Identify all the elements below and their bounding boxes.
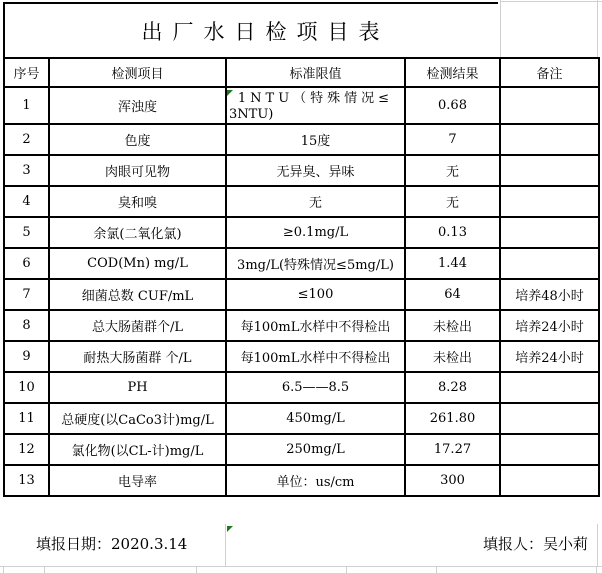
table-row	[4, 124, 599, 155]
gridline	[44, 567, 45, 573]
gridline	[597, 524, 598, 566]
cell-limit[interactable]: 单位：us/cm	[226, 465, 405, 496]
header-cell-no[interactable]: 序号	[4, 58, 49, 87]
cell-item[interactable]: PH	[49, 372, 226, 403]
gridline	[597, 0, 598, 57]
cell-note[interactable]	[500, 434, 599, 465]
gridline	[500, 0, 501, 57]
cell-result[interactable]: 未检出	[405, 341, 500, 372]
cell-item[interactable]: 细菌总数 CUF/mL	[49, 279, 226, 310]
table-row	[4, 434, 599, 465]
header-cell-limit[interactable]: 标准限值	[226, 58, 405, 87]
cell-note[interactable]: 培养24小时	[500, 341, 599, 372]
cell-item[interactable]: 电导率	[49, 465, 226, 496]
cell-limit[interactable]: 15度	[226, 124, 405, 155]
cell-no[interactable]: 10	[4, 372, 49, 403]
limit-line1: 1NTU（特殊情况≤	[237, 90, 394, 106]
cell-note[interactable]	[500, 403, 599, 434]
cell-result[interactable]: 未检出	[405, 310, 500, 341]
error-indicator-icon	[227, 526, 233, 532]
cell-no[interactable]: 13	[4, 465, 49, 496]
page-title: 出厂水日检项目表	[141, 19, 390, 44]
cell-item[interactable]: COD(Mn) mg/L	[49, 248, 226, 279]
gridline	[3, 567, 4, 573]
cell-result[interactable]: 无	[405, 155, 500, 186]
cell-limit[interactable]: 6.5——8.5	[226, 372, 405, 403]
header-cell-result[interactable]: 检测结果	[405, 58, 500, 87]
cell-limit[interactable]: 每100mL水样中不得检出	[226, 341, 405, 372]
gridline	[436, 567, 437, 573]
cell-limit[interactable]	[226, 87, 405, 124]
cell-note[interactable]	[500, 465, 599, 496]
table-row	[4, 310, 599, 341]
gridline	[500, 1, 602, 2]
cell-result[interactable]: 64	[405, 279, 500, 310]
cell-result[interactable]: 1.44	[405, 248, 500, 279]
error-indicator-icon	[227, 90, 233, 96]
cell-result[interactable]: 8.28	[405, 372, 500, 403]
cell-limit[interactable]: 3mg/L(特殊情况≤5mg/L)	[226, 248, 405, 279]
cell-limit[interactable]: 无异臭、异味	[226, 155, 405, 186]
cell-no[interactable]: 5	[4, 217, 49, 248]
cell-note[interactable]: 培养48小时	[500, 279, 599, 310]
table-row	[4, 341, 599, 372]
cell-no[interactable]: 7	[4, 279, 49, 310]
table-row	[4, 217, 599, 248]
cell-item[interactable]: 总硬度(以CaCo3计)mg/L	[49, 403, 226, 434]
table-header-row	[4, 58, 599, 87]
cell-result[interactable]: 300	[405, 465, 500, 496]
cell-result[interactable]: 0.13	[405, 217, 500, 248]
table-row	[4, 186, 599, 217]
cell-limit[interactable]: 每100mL水样中不得检出	[226, 310, 405, 341]
table-row	[4, 465, 599, 496]
cell-item[interactable]: 总大肠菌群个/L	[49, 310, 226, 341]
header-cell-note[interactable]: 备注	[500, 58, 599, 87]
cell-item[interactable]: 浑浊度	[49, 87, 226, 124]
daily-inspection-table	[3, 57, 600, 497]
cell-item[interactable]: 氯化物(以CL-计)mg/L	[49, 434, 226, 465]
cell-limit[interactable]: 250mg/L	[226, 434, 405, 465]
cell-no[interactable]: 12	[4, 434, 49, 465]
cell-no[interactable]: 8	[4, 310, 49, 341]
cell-no[interactable]: 9	[4, 341, 49, 372]
cell-no[interactable]: 1	[4, 87, 49, 124]
cell-limit[interactable]: 450mg/L	[226, 403, 405, 434]
cell-item[interactable]: 肉眼可见物	[49, 155, 226, 186]
cell-result[interactable]: 0.68	[405, 87, 500, 124]
gridline	[346, 567, 347, 573]
cell-note[interactable]	[500, 186, 599, 217]
reporter-cell[interactable]: 填报人：吴小莉	[482, 535, 588, 553]
cell-note[interactable]	[500, 217, 599, 248]
cell-no[interactable]: 11	[4, 403, 49, 434]
cell-limit[interactable]: ≥0.1mg/L	[226, 217, 405, 248]
cell-note[interactable]	[500, 155, 599, 186]
cell-no[interactable]: 6	[4, 248, 49, 279]
limit-line2: 3NTU)	[229, 106, 274, 122]
gridline	[225, 524, 226, 566]
cell-result[interactable]: 17.27	[405, 434, 500, 465]
cell-note[interactable]	[500, 248, 599, 279]
cell-item[interactable]: 色度	[49, 124, 226, 155]
gridline	[196, 567, 197, 573]
title-cell[interactable]	[3, 2, 498, 57]
cell-no[interactable]: 4	[4, 186, 49, 217]
cell-item[interactable]: 臭和嗅	[49, 186, 226, 217]
gridline	[0, 566, 602, 567]
cell-note[interactable]	[500, 372, 599, 403]
table-row	[4, 155, 599, 186]
cell-item[interactable]: 余氯(二氧化氯)	[49, 217, 226, 248]
table-row	[4, 403, 599, 434]
header-cell-item[interactable]: 检测项目	[49, 58, 226, 87]
table-row	[4, 87, 599, 124]
cell-note[interactable]	[500, 87, 599, 124]
report-date-cell[interactable]: 填报日期：2020.3.14	[36, 535, 188, 553]
cell-note[interactable]	[500, 124, 599, 155]
cell-limit[interactable]: ≤100	[226, 279, 405, 310]
table-row	[4, 372, 599, 403]
gridline	[596, 567, 597, 573]
cell-result[interactable]: 无	[405, 186, 500, 217]
cell-result[interactable]: 7	[405, 124, 500, 155]
cell-no[interactable]: 3	[4, 155, 49, 186]
cell-no[interactable]: 2	[4, 124, 49, 155]
cell-item[interactable]: 耐热大肠菌群 个/L	[49, 341, 226, 372]
table-row	[4, 248, 599, 279]
cell-limit[interactable]: 无	[226, 186, 405, 217]
cell-note[interactable]: 培养24小时	[500, 310, 599, 341]
table-row	[4, 279, 599, 310]
cell-result[interactable]: 261.80	[405, 403, 500, 434]
